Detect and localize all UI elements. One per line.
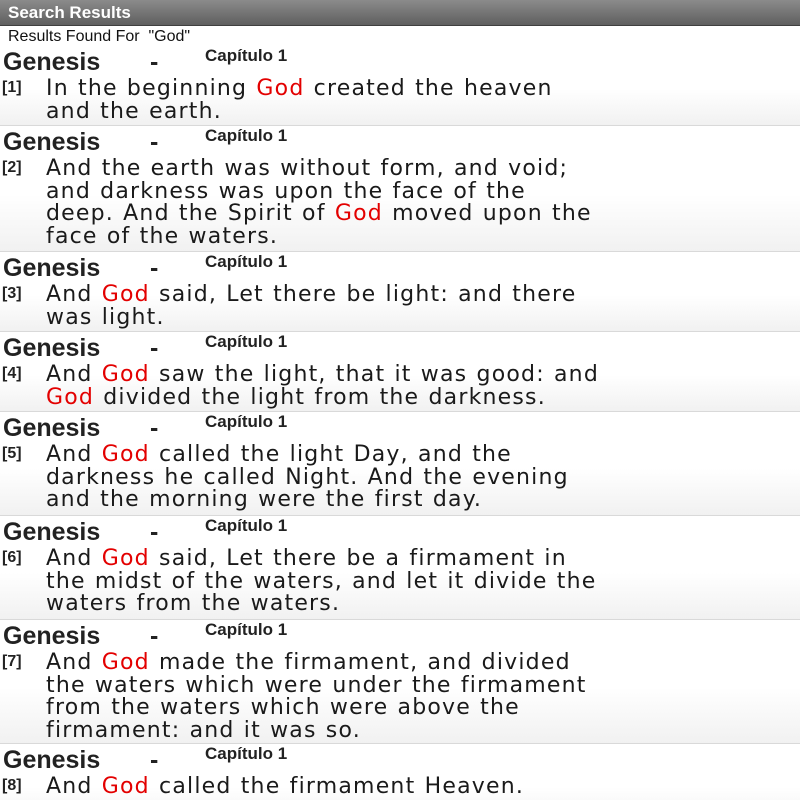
verse-text-segment: said, Let there be a firmament in	[149, 546, 567, 571]
verse-text-segment: created the heaven	[304, 76, 553, 101]
verse-line	[46, 717, 800, 743]
verse-line	[46, 158, 800, 181]
verse-text-segment: And	[46, 774, 102, 799]
chapter-label: Capítulo 1	[205, 516, 288, 535]
verse-line	[46, 98, 800, 124]
verse-number: [6]	[2, 549, 22, 566]
search-result-item[interactable]	[0, 412, 800, 516]
book-name: Genesis	[3, 128, 101, 156]
verse-text-segment: saw the light, that it was good: and	[149, 362, 599, 387]
verse-line	[46, 697, 800, 720]
search-result-item[interactable]	[0, 46, 800, 126]
verse-line	[46, 223, 800, 249]
search-result-item[interactable]	[0, 252, 800, 332]
verse-text-segment: In the beginning	[46, 76, 257, 101]
verse-line	[46, 178, 800, 204]
chapter-label: Capítulo 1	[205, 744, 288, 763]
book-name: Genesis	[3, 414, 101, 442]
verse-text	[46, 158, 800, 248]
book-name: Genesis	[3, 254, 101, 282]
search-result-item[interactable]	[0, 620, 800, 744]
search-result-item[interactable]	[0, 126, 800, 252]
verse-text	[46, 776, 800, 799]
chapter-label: Capítulo 1	[205, 412, 288, 431]
search-result-item[interactable]	[0, 332, 800, 412]
verse-text-segment: the midst of the waters, and let it divide the	[46, 568, 597, 594]
verse-line	[46, 384, 800, 410]
page-title: Search Results	[8, 3, 131, 22]
search-term-highlight: God	[101, 546, 150, 571]
verse-text-segment: darkness he called Night. And the evening	[46, 464, 569, 490]
verse-text-segment: firmament: and it was so.	[46, 717, 361, 743]
verse-line	[46, 364, 800, 387]
verse-line	[46, 78, 800, 101]
book-name: Genesis	[3, 746, 101, 774]
verse-line	[46, 672, 800, 698]
verse-number: [2]	[2, 159, 22, 176]
chapter-label: Capítulo 1	[205, 46, 288, 65]
verse-line	[46, 284, 800, 307]
chapter-label: Capítulo 1	[205, 332, 288, 351]
search-term-highlight: God	[256, 76, 305, 101]
verse-text	[46, 548, 800, 616]
search-term-highlight: God	[101, 774, 150, 799]
verse-number: [7]	[2, 653, 22, 670]
verse-text	[46, 364, 800, 409]
book-chapter-separator: -	[150, 746, 159, 774]
verse-text-segment: deep. And the Spirit of	[46, 201, 335, 227]
verse-text-segment: and darkness was upon the face of the	[46, 178, 526, 204]
verse-text-segment: And	[46, 362, 102, 387]
verse-text-segment: waters from the waters.	[46, 591, 341, 617]
verse-number: [8]	[2, 777, 22, 794]
verse-text-segment: made the firmament, and divided	[149, 650, 571, 675]
results-summary: Results Found For "God"	[8, 28, 191, 45]
book-name: Genesis	[3, 518, 101, 546]
verse-text-segment: face of the waters.	[46, 223, 279, 249]
book-chapter-separator: -	[150, 414, 159, 442]
verse-number: [5]	[2, 445, 22, 462]
search-term-highlight: God	[101, 282, 150, 307]
verse-text-segment: divided the light from the darkness.	[94, 384, 546, 410]
book-chapter-separator: -	[150, 622, 159, 650]
book-chapter-separator: -	[150, 334, 159, 362]
results-summary-bar	[0, 26, 800, 46]
verse-line	[46, 203, 800, 226]
search-result-item[interactable]	[0, 516, 800, 620]
search-term-highlight: God	[101, 442, 150, 467]
book-chapter-separator: -	[150, 254, 159, 282]
book-name: Genesis	[3, 622, 101, 650]
verse-text-segment: said, Let there be light: and there	[149, 282, 577, 307]
verse-text-segment: And	[46, 282, 102, 307]
verse-text	[46, 444, 800, 512]
verse-text	[46, 284, 800, 329]
verse-text-segment: called the light Day, and the	[149, 442, 512, 467]
verse-text	[46, 78, 800, 123]
chapter-label: Capítulo 1	[205, 252, 288, 271]
book-name: Genesis	[3, 48, 101, 76]
verse-text-segment: And	[46, 650, 102, 675]
search-term-highlight: God	[46, 384, 95, 410]
verse-text-segment: And	[46, 546, 102, 571]
verse-number: [4]	[2, 365, 22, 382]
verse-line	[46, 652, 800, 675]
verse-text-segment: and the morning were the first day.	[46, 487, 483, 513]
book-name: Genesis	[3, 334, 101, 362]
verse-text-segment: moved upon the	[382, 201, 592, 227]
title-bar	[0, 0, 800, 26]
verse-line	[46, 489, 800, 512]
search-term-highlight: God	[334, 201, 383, 227]
verse-text-segment: And the earth was without form, and void;	[46, 156, 569, 181]
verse-text	[46, 652, 800, 742]
chapter-label: Capítulo 1	[205, 620, 288, 639]
verse-line	[46, 568, 800, 594]
search-term-highlight: God	[101, 650, 150, 675]
book-chapter-separator: -	[150, 518, 159, 546]
verse-text-segment: called the firmament Heaven.	[149, 774, 525, 799]
chapter-label: Capítulo 1	[205, 126, 288, 145]
verse-text-segment: and the earth.	[46, 98, 222, 124]
verse-text-segment: And	[46, 442, 102, 467]
search-term-highlight: God	[101, 362, 150, 387]
verse-number: [3]	[2, 285, 22, 302]
verse-line	[46, 548, 800, 571]
book-chapter-separator: -	[150, 128, 159, 156]
book-chapter-separator: -	[150, 48, 159, 76]
verse-line	[46, 444, 800, 467]
verse-line	[46, 304, 800, 330]
verse-line	[46, 464, 800, 490]
verse-text-segment: was light.	[46, 304, 165, 330]
verse-line	[46, 593, 800, 616]
search-result-item[interactable]	[0, 744, 800, 800]
verse-text-segment: from the waters which were above the	[46, 695, 520, 721]
verse-line	[46, 776, 800, 799]
verse-text-segment: the waters which were under the firmament	[46, 672, 587, 698]
search-results-list[interactable]	[0, 46, 800, 800]
verse-number: [1]	[2, 79, 22, 96]
